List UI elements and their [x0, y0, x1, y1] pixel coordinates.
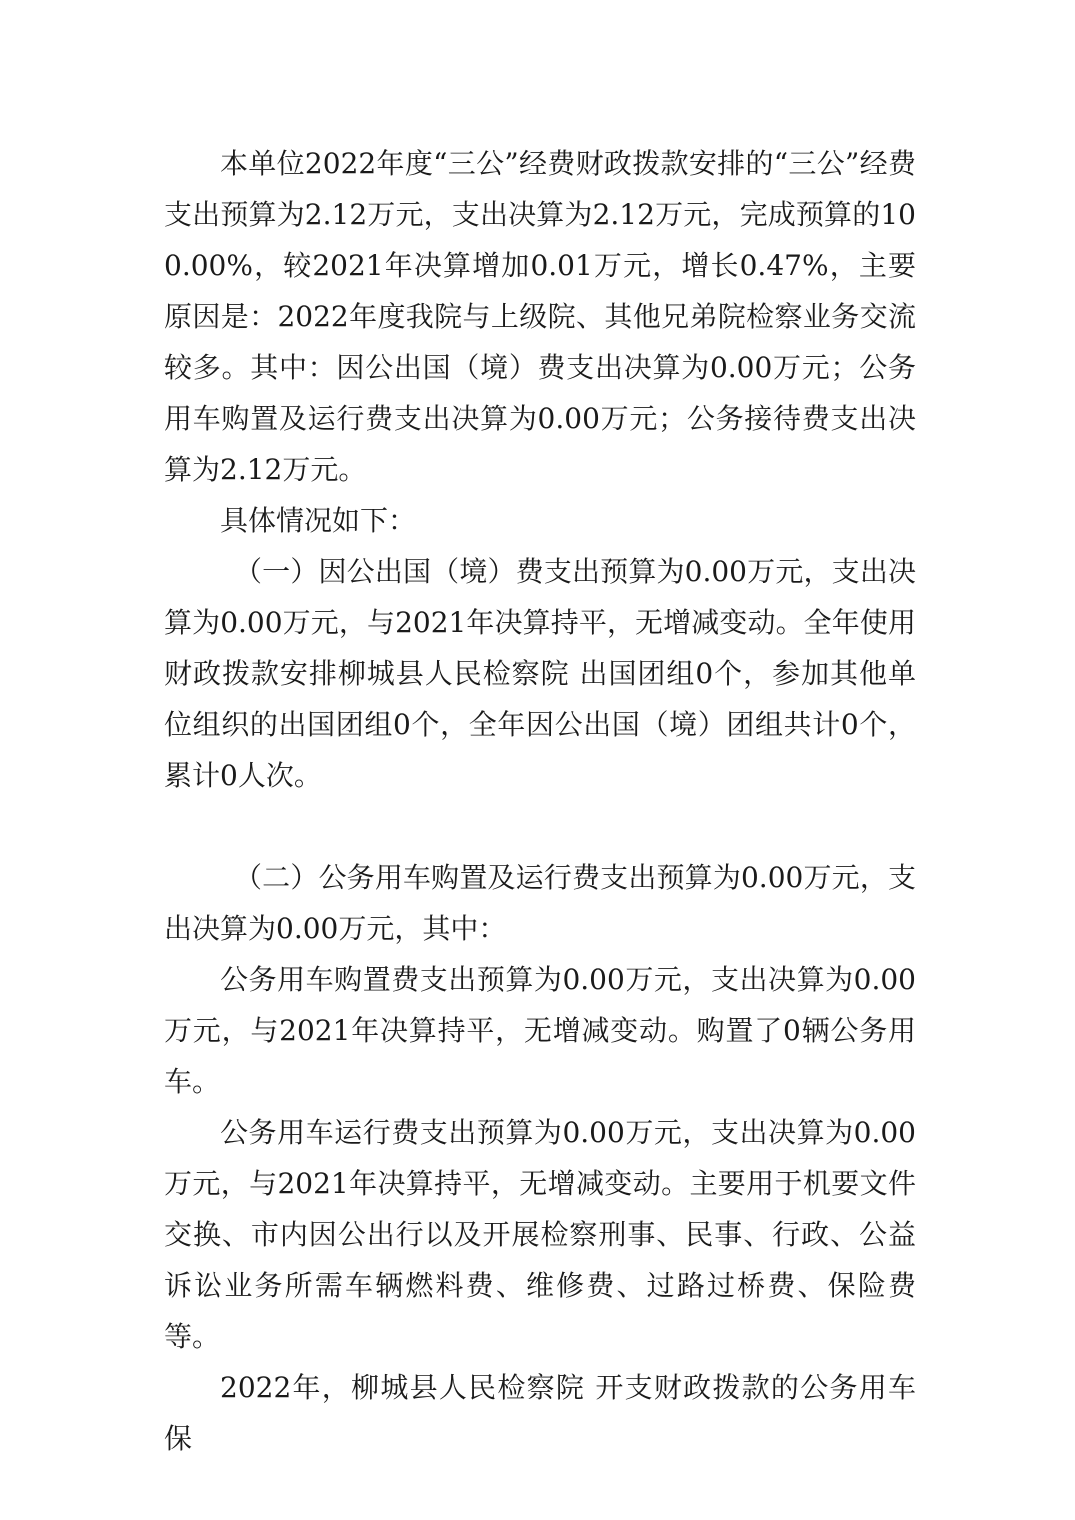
paragraph-vehicle-operation: 公务用车运行费支出预算为0.00万元，支出决算为0.00万元，与2021年决算持平，无增减变动。主要用于机要文件交换、市内因公出行以及开展检察刑事、民事、行政、公益诉讼业务所需车辆燃料费、维修费、过路过桥费、保险费等。 [164, 1116, 916, 1353]
paragraph-vehicle-purchase: 公务用车购置费支出预算为0.00万元，支出决算为0.00万元，与2021年决算持平，无增减变动。购置了0辆公务用车。 [164, 963, 916, 1098]
paragraph-vehicle-expenses: （二）公务用车购置及运行费支出预算为0.00万元，支出决算为0.00万元，其中： [164, 861, 916, 945]
paragraph-vehicle-ownership: 2022年，柳城县人民检察院 开支财政拨款的公务用车保 [164, 1371, 916, 1455]
paragraph-overseas-travel: （一）因公出国（境）费支出预算为0.00万元，支出决算为0.00万元，与2021年决算持平，无增减变动。全年使用财政拨款安排柳城县人民检察院 出国团组0个，参加其他单位组织的出国团组0个，全年因公出国（境）团组共计0个，累计0人次。 [164, 555, 916, 792]
blank-line [164, 801, 916, 852]
paragraph-summary: 本单位2022年度“三公”经费财政拨款安排的“三公”经费支出预算为2.12万元，支出决算为2.12万元，完成预算的100.00%，较2021年决算增加0.01万元，增长0.47%，主要原因是：2022年度我院与上级院、其他兄弟院检察业务交流较多。其中：因公出国（境）费支出决算为0.00万元；公务用车购置及运行费支出决算为0.00万元；公务接待费支出决算为2.12万元。 [164, 147, 916, 486]
document-body [164, 138, 916, 1464]
paragraph-details-intro: 具体情况如下： [220, 504, 417, 537]
